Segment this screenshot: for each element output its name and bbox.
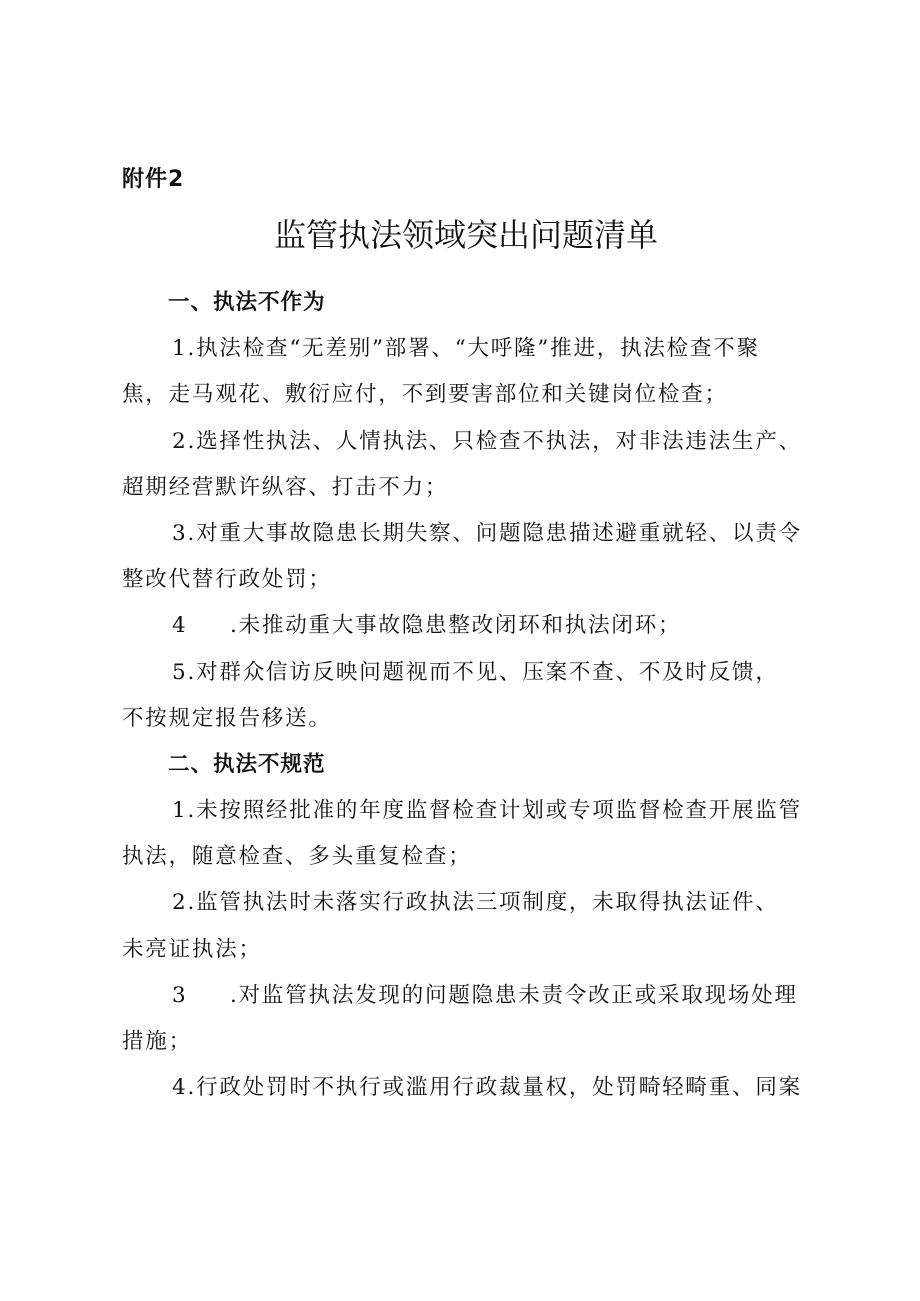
list-item-first-line: [122, 326, 812, 372]
list-item-continuation: 不按规定报告移送。: [122, 705, 332, 731]
list-item-first-line: [122, 788, 812, 834]
list-item-first-line: [122, 419, 812, 465]
attachment-label: 附件2: [122, 167, 185, 192]
list-item-first-line: [122, 650, 812, 696]
item-text: .未按照经批准的年度监督检查计划或专项监督检查开展监管: [187, 798, 802, 824]
item-number: 3: [172, 520, 188, 546]
section-heading: 一、执法不作为: [168, 290, 326, 315]
item-number: 1: [172, 336, 188, 362]
item-number: 4: [172, 613, 188, 639]
item-number: 2: [172, 890, 188, 916]
item-number: 5: [172, 659, 188, 685]
list-item-continuation: 整改代替行政处罚；: [122, 567, 332, 593]
item-text: .行政处罚时不执行或滥用行政裁量权，处罚畸轻畸重、同案: [187, 1075, 802, 1101]
list-item-first-line: [122, 603, 812, 649]
list-item-first-line: [122, 511, 812, 557]
item-number: 4: [172, 1075, 188, 1101]
list-item-continuation: 措施；: [122, 1029, 192, 1054]
section-heading: 二、执法不规范: [168, 751, 326, 777]
item-text: .对重大事故隐患长期失察、问题隐患描述避重就轻、以责令: [187, 520, 802, 546]
list-item-first-line: [122, 880, 812, 926]
list-item-continuation: 超期经营默许纵容、打击不力；: [122, 474, 449, 500]
item-text: .选择性执法、人情执法、只检查不执法，对非法违法生产、: [187, 428, 802, 454]
document-title: 监管执法领域突出问题清单: [273, 216, 658, 254]
item-text: .监管执法时未落实行政执法三项制度，未取得执法证件、: [187, 890, 779, 916]
document-body: [122, 280, 812, 1111]
item-number: 2: [172, 428, 188, 454]
item-text: .对群众信访反映问题视而不见、压案不查、不及时反馈，: [187, 659, 779, 685]
item-text: .对监管执法发现的问题隐患未责令改正或采取现场处理: [230, 982, 798, 1008]
list-item-first-line: [122, 973, 812, 1019]
list-item-continuation: 焦，走马观花、敷衍应付，不到要害部位和关键岗位检查；: [122, 382, 728, 408]
list-item-first-line: [122, 1065, 812, 1111]
item-text: .未推动重大事故隐患整改闭环和执法闭环；: [230, 613, 682, 639]
item-number: 3: [172, 982, 188, 1008]
list-item-continuation: 执法，随意检查、多头重复检查；: [122, 844, 472, 870]
list-item-continuation: 未亮证执法；: [122, 936, 262, 962]
item-number: 1: [172, 798, 188, 824]
item-text: .执法检查“无差别”部署、“大呼隆”推进，执法检查不聚: [187, 336, 760, 362]
